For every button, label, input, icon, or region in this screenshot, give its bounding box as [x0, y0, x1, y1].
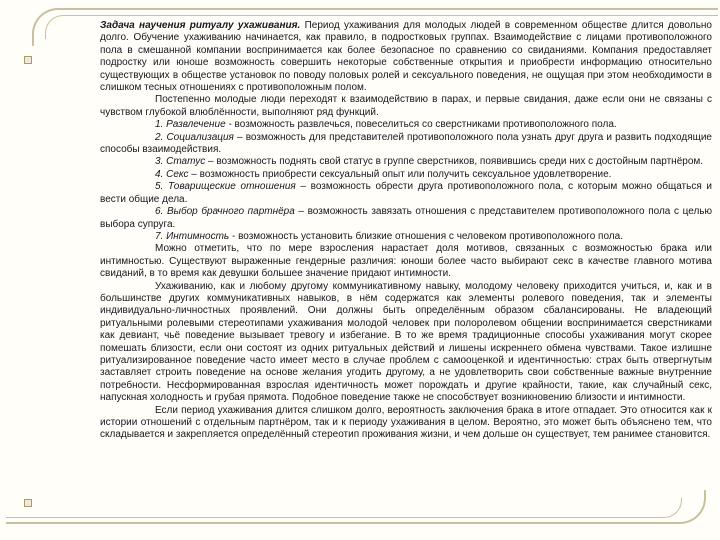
- bullet-square-top-icon: [24, 56, 32, 64]
- item-text: – возможность приобрести сексуальный опыт или получить сексуальное удовлетворение.: [188, 168, 612, 180]
- dating-function-item-4: [100, 169, 712, 181]
- paragraph-learning: Ухаживанию, как и любому другому коммуникативному навыку, молодому человеку приходится учиться, и, как и в большинстве других коммуникативных навыков, в нём содержатся как элементы ролевого поведения, так и элементы индивидуально-личностных проявлений. Они должны быть определённым образом сбалансированы. Не владеющий ритуальными ролевыми стереотипами ухаживания молодой человек при полоролевом общении воспринимается сверстниками как девиант, чьё поведение вызывает тревогу и избегание. В то же время традиционные способы ухаживания могут скорее помешать близости, если они состоят из одних ритуальных действий и лишены искреннего обмена чувствами. Такое излишне ритуализированное поведение часто имеет место в случае проблем с самооценкой и идентичностью: страх быть отвергнутым заставляет строить поведение на основе желания угодить другому, а не удовлетворить свои собственные важные внутренние потребности. Несформированная взрослая идентичность может порождать и другие крайности, такие, как случайный секс, напускная холодность и грубая прямота. Подобное поведение также не способствует возникновению близости и интимности.: [100, 280, 712, 404]
- intro-body-text: Период ухаживания для молодых людей в современном обществе длится довольно долго. Обучение ухаживанию начинается, как правило, в подростковых группах. Взаимодействие с лицами противоположного пола в смешанной компании воспринимается как более безопасное по сравнению со свиданиями. Компания предоставляет подростку или юноше возможность совершить некоторые собственные открытия и приобрести информацию относительно существующих в обществе установок по поводу половых ролей и сексуального поведения, не ощущая при этом необходимости в слишком тесных отношениях с противоположным полом.: [100, 20, 712, 94]
- item-term: 5. Товарищеские отношения: [155, 181, 296, 193]
- item-text: – возможность для представителей противоположного пола узнать друг друга и развить подходящие способы взаимодействия.: [100, 131, 712, 156]
- dating-function-item-2: [100, 132, 712, 157]
- paragraph-motives: Можно отметить, что по мере взросления нарастает доля мотивов, связанных с возможностью брака или интимностью. Существуют выраженные гендерные различия: юноши более часто выбирают секс в качестве главного мотива свиданий, в то время как девушки большее значение придают интимности.: [100, 243, 712, 280]
- item-term: 6. Выбор брачного партнёра: [155, 206, 295, 218]
- item-term: 4. Секс: [155, 168, 189, 180]
- dating-function-item-7: [100, 231, 712, 243]
- item-text: – возможность поднять свой статус в группе сверстников, появившись среди них с достойным партнёром.: [205, 156, 704, 168]
- item-term: 1. Развлечение: [155, 119, 226, 131]
- item-text: – возможность завязать отношения с представителем противоположного пола с целью выбора супруга.: [100, 206, 712, 230]
- bottom-border-line-inner: [6, 498, 682, 518]
- slide-text-block: [100, 20, 712, 442]
- item-text: – возможность обрести друга противоположного пола, с которым можно общаться и вести общие дела.: [100, 181, 713, 205]
- dating-function-item-1: [100, 119, 712, 131]
- item-term: 7. Интимность: [155, 230, 230, 242]
- intro-paragraph: [100, 20, 712, 94]
- slide-topic-title: Задача научения ритуалу ухаживания.: [100, 20, 301, 31]
- dating-function-item-6: [100, 206, 712, 231]
- paragraph-conclusion: Если период ухаживания длится слишком долго, вероятность заключения брака в итоге отпадает. Это относится как к истории отношений с отдельным партнёром, так и к периоду ухаживания в целом. Вероятно, это может быть объяснено тем, что складывается и закрепляется определённый стереотип проживания жизни, и чем дольше он существует, тем ранимее становится.: [100, 404, 712, 441]
- paragraph-transition: Постепенно молодые люди переходят к взаимодействию в парах, и первые свидания, даже если они не связаны с чувством глубокой влюблённости, выполняют ряд функций.: [100, 94, 712, 118]
- item-term: 3. Статус: [155, 156, 206, 168]
- dating-function-item-5: [100, 181, 712, 206]
- item-text: - возможность установить близкие отношения с человеком противоположного пола.: [229, 230, 623, 242]
- dating-function-item-3: [100, 156, 712, 168]
- item-term: 2. Социализация: [155, 131, 234, 143]
- item-text: - возможность развлечься, повеселиться со сверстниками противоположного пола.: [225, 119, 617, 131]
- bullet-square-bottom-icon: [24, 499, 32, 507]
- bottom-border-line: [6, 490, 706, 524]
